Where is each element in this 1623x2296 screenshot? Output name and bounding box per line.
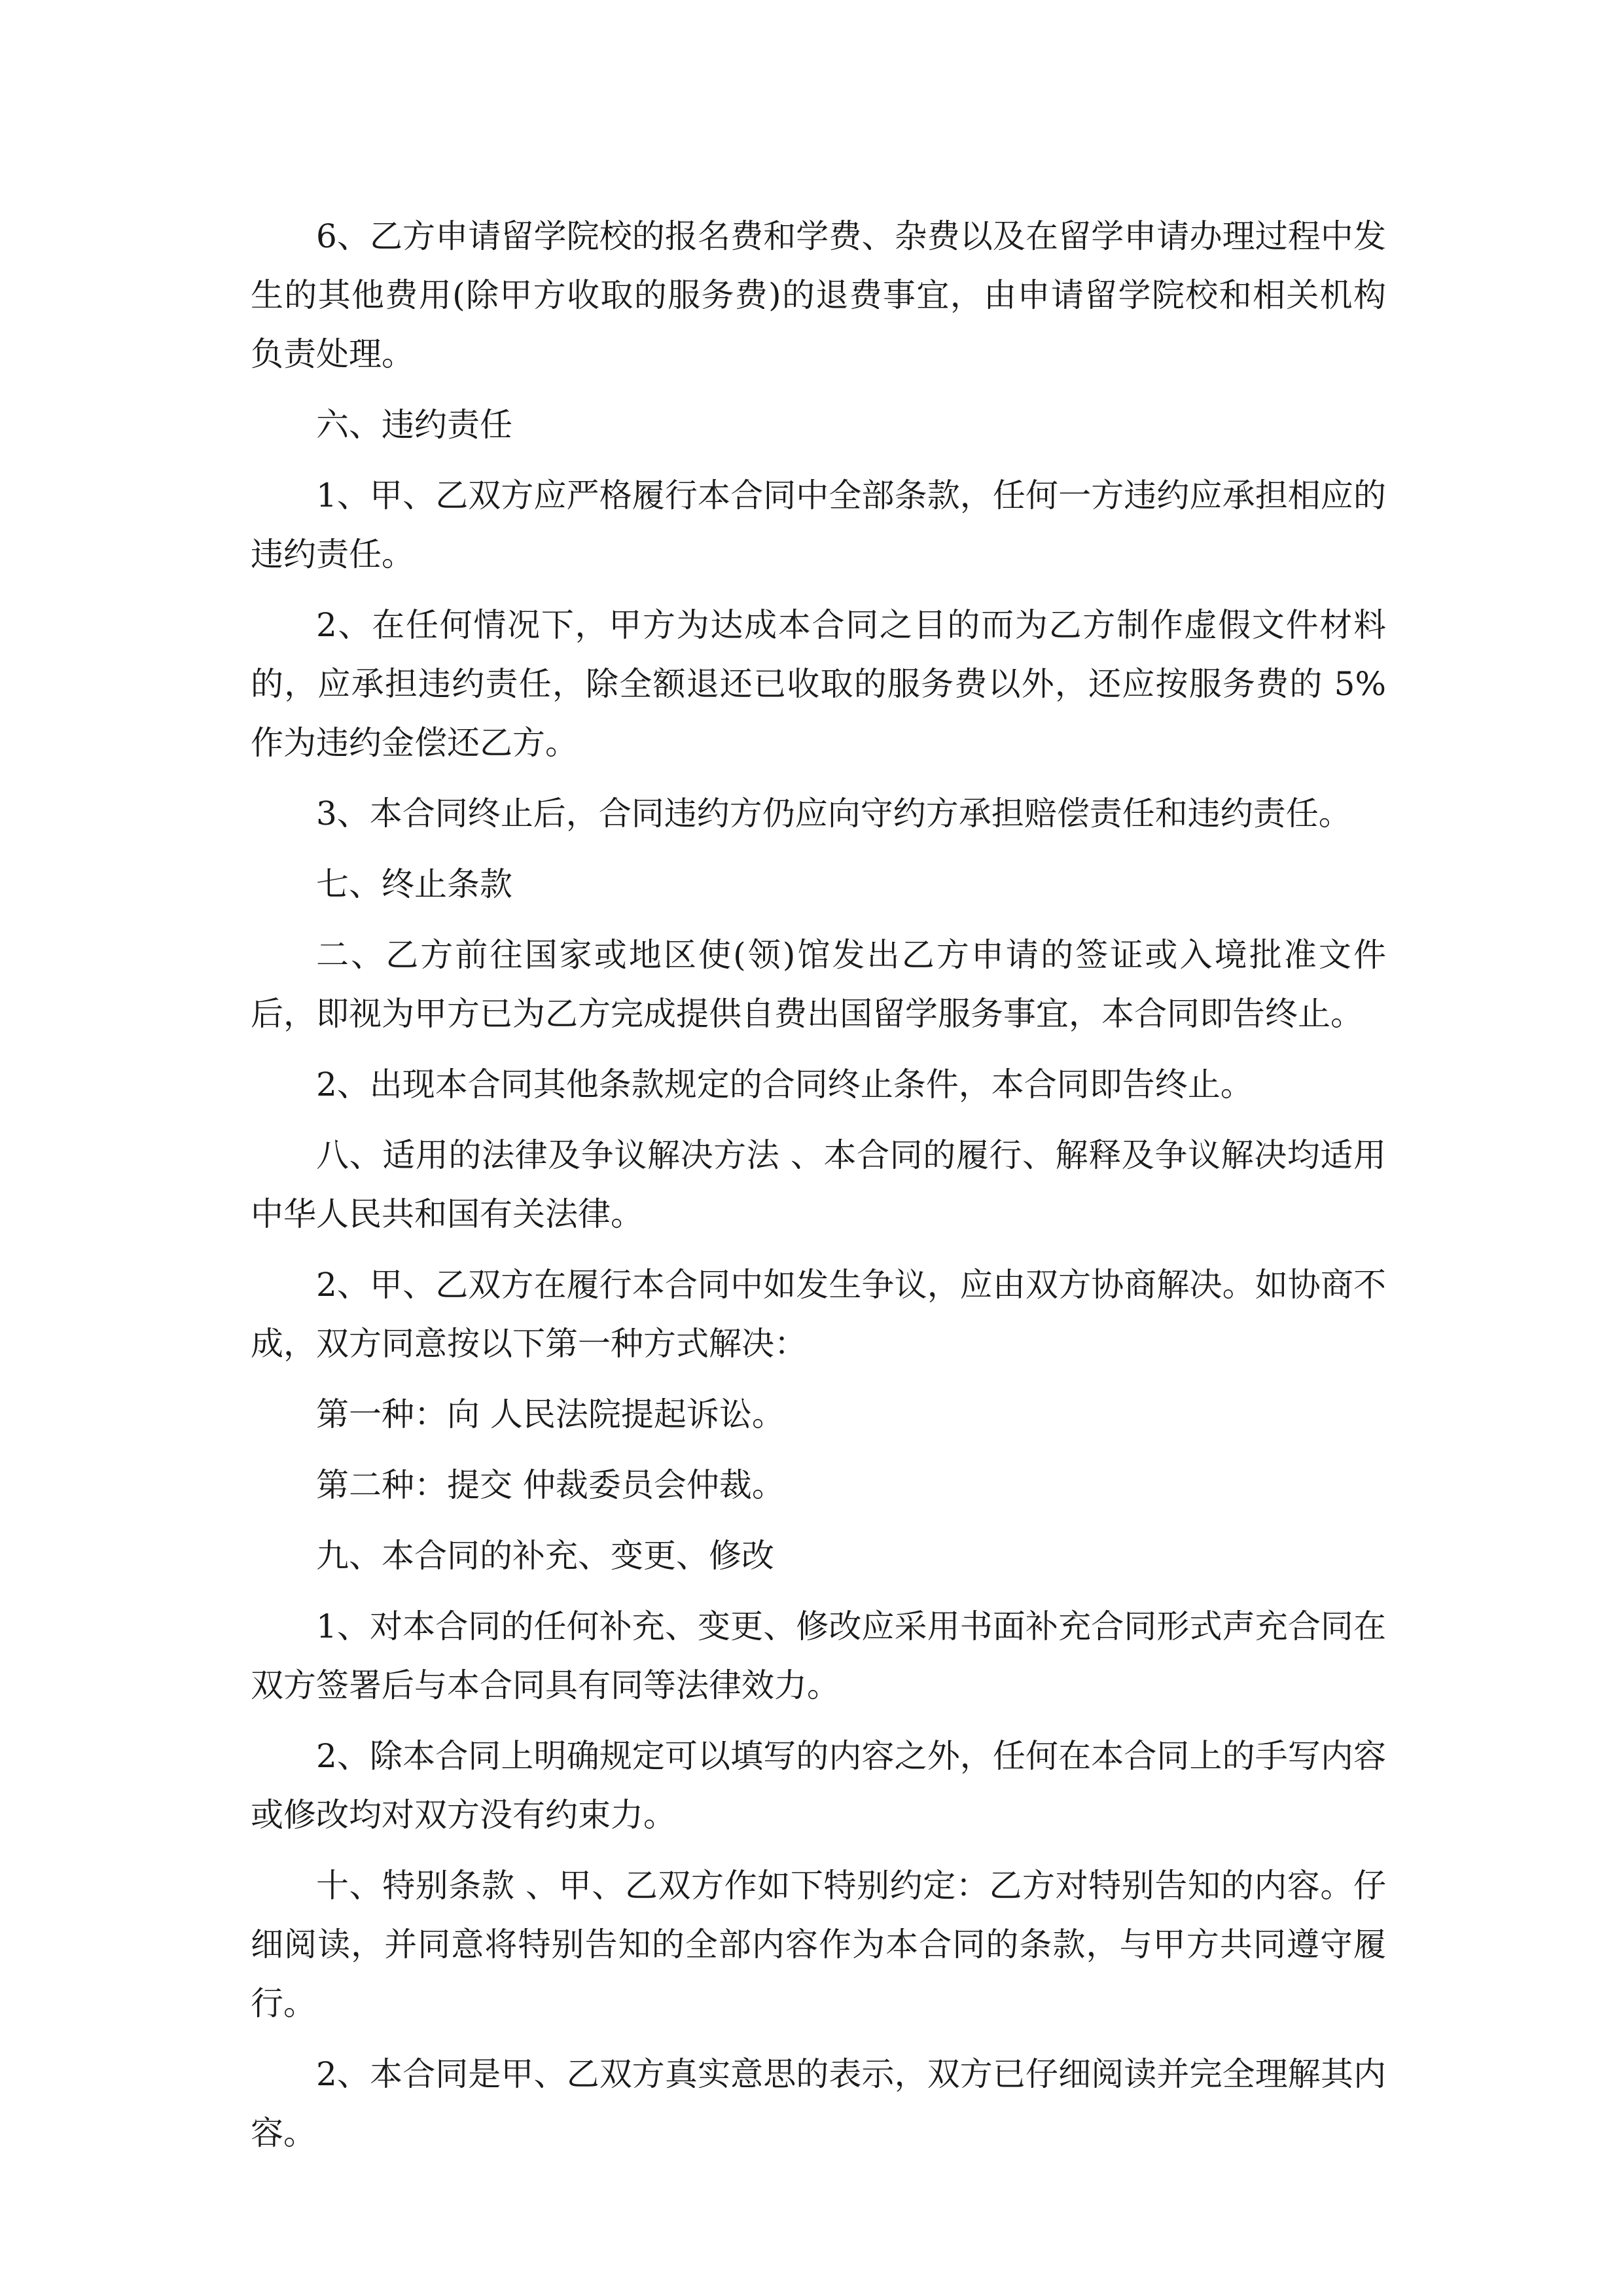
paragraph-amendment-1: 1、对本合同的任何补充、变更、修改应采用书面补充合同形式声充合同在双方签署后与本合同具有同等法律效力。 [251, 1607, 1386, 1704]
paragraph-refund-fees: 6、乙方申请留学院校的报名费和学费、杂费以及在留学申请办理过程中发生的其他费用(除甲方收取的服务费)的退费事宜，由申请留学院校和相关机构负责处理。 [251, 217, 1386, 373]
paragraph-termination-2: 2、出现本合同其他条款规定的合同终止条件，本合同即告终止。 [316, 1066, 1253, 1103]
paragraph-termination-1: 二、乙方前往国家或地区使(领)馆发出乙方申请的签证或入境批准文件后，即视为甲方已为乙方完成提供自费出国留学服务事宜，本合同即告终止。 [251, 936, 1386, 1033]
section-heading-amendments: 九、本合同的补充、变更、修改 [316, 1537, 774, 1575]
paragraph-applicable-law: 八、适用的法律及争议解决方法 、本合同的履行、解释及争议解决均适用中华人民共和国有关法律。 [251, 1136, 1386, 1233]
section-heading-breach: 六、违约责任 [316, 406, 512, 444]
paragraph-option-1: 第一种：向 人民法院提起诉讼。 [316, 1395, 785, 1433]
paragraph-special-terms-2: 2、本合同是甲、乙双方真实意思的表示，双方已仔细阅读并完全理解其内容。 [251, 2055, 1386, 2152]
paragraph-amendment-2: 2、除本合同上明确规定可以填写的内容之外，任何在本合同上的手写内容或修改均对双方没有约束力。 [251, 1737, 1386, 1834]
paragraph-breach-3: 3、本合同终止后，合同违约方仍应向守约方承担赔偿责任和违约责任。 [316, 795, 1351, 833]
document-body [251, 207, 1386, 2174]
paragraph-option-2: 第二种：提交 仲裁委员会仲裁。 [316, 1466, 785, 1504]
section-heading-termination: 七、终止条款 [316, 865, 512, 903]
paragraph-breach-2: 2、在任何情况下，甲方为达成本合同之目的而为乙方制作虚假文件材料的，应承担违约责任，除全额退还已收取的服务费以外，还应按服务费的 5%作为违约金偿还乙方。 [251, 606, 1386, 762]
paragraph-dispute-resolution: 2、甲、乙双方在履行本合同中如发生争议，应由双方协商解决。如协商不成，双方同意按以下第一种方式解决： [251, 1266, 1386, 1363]
paragraph-special-terms: 十、特别条款 、甲、乙双方作如下特别约定：乙方对特别告知的内容。仔细阅读，并同意将特别告知的全部内容作为本合同的条款，与甲方共同遵守履行。 [251, 1867, 1386, 2022]
paragraph-breach-1: 1、甲、乙双方应严格履行本合同中全部条款，任何一方违约应承担相应的违约责任。 [251, 476, 1386, 573]
